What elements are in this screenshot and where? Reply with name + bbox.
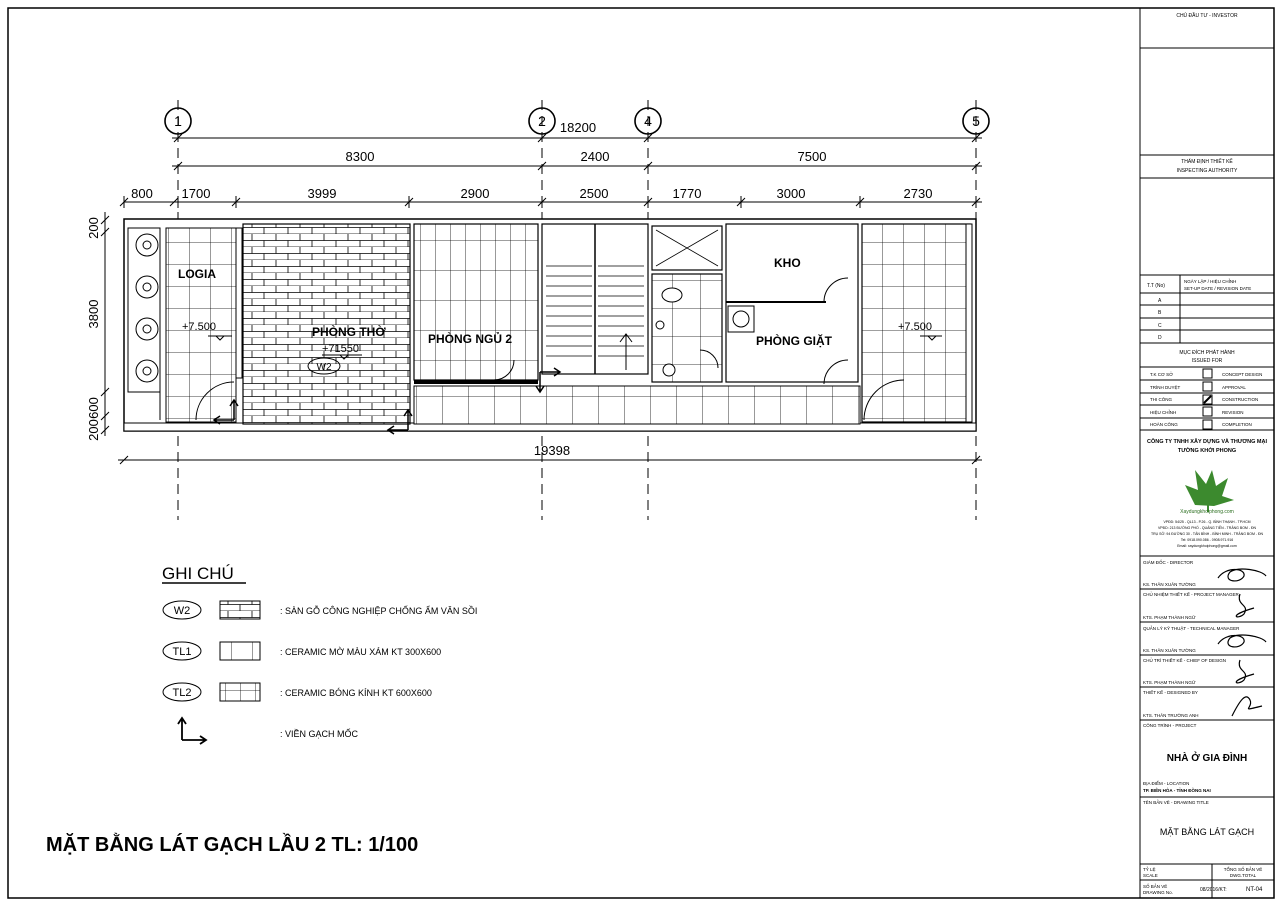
tb-role-1: GIÁM ĐỐC - DIRECTOR bbox=[1143, 560, 1194, 565]
phong-ngu-2-floor bbox=[414, 224, 538, 380]
tb-rev-d: D bbox=[1158, 335, 1162, 341]
tb-name-2: KTS. PHẠM THÀNH NGỮ bbox=[1143, 615, 1196, 620]
dim-sub-8: 2730 bbox=[903, 186, 933, 201]
tb-inspect-1: THẨM ĐỊNH THIẾT KẾ bbox=[1181, 159, 1233, 165]
grid-label-1: 1 bbox=[174, 113, 182, 129]
tb-purpose-1: MỤC ĐÍCH PHÁT HÀNH bbox=[1179, 350, 1235, 356]
tb-role-4: CHỦ TRÌ THIẾT KẾ - CHIEF OF DESIGN bbox=[1143, 658, 1227, 663]
tb-location-label: ĐỊA ĐIỂM - LOCATION bbox=[1143, 781, 1190, 786]
level-left: +7.500 bbox=[182, 321, 216, 333]
dim-sub-7: 3000 bbox=[776, 186, 806, 201]
tb-project-label: CÔNG TRÌNH - PROJECT bbox=[1143, 723, 1197, 728]
tb-company-2: TƯỜNG KHỞI PHONG bbox=[1177, 448, 1237, 454]
dim-sub-5: 2500 bbox=[579, 186, 609, 201]
tb-purpose-en-3: CONSTRUCTION bbox=[1222, 397, 1259, 402]
tb-rev-date-1: NGÀY LẬP / HIỆU CHỈNH bbox=[1184, 279, 1237, 284]
tb-dwg-code: 08/2016/KT: bbox=[1200, 887, 1227, 893]
tb-rev-no: T.T (No) bbox=[1147, 283, 1165, 289]
phong-tho-floor bbox=[243, 224, 410, 424]
tb-role-5: THIẾT KẾ - DESIGNED BY bbox=[1143, 690, 1198, 695]
dim-sub-3: 3999 bbox=[307, 186, 337, 201]
corridor-floor bbox=[414, 386, 860, 424]
dim-span-3: 7500 bbox=[797, 149, 827, 164]
tb-purpose-en-5: COMPLETION bbox=[1222, 422, 1252, 427]
tb-project: NHÀ Ở GIA ĐÌNH bbox=[1166, 753, 1248, 764]
tb-purpose-2: ISSUED FOR bbox=[1191, 358, 1223, 364]
dim-left-4: 200 bbox=[86, 419, 101, 441]
dim-sub-2: 1700 bbox=[181, 186, 211, 201]
drawing-title: MẶT BẰNG LÁT GẠCH LẦU 2 TL: 1/100 bbox=[46, 834, 419, 856]
grid-label-5: 5 bbox=[972, 113, 980, 129]
legend-border-arrow-icon bbox=[178, 718, 206, 744]
tb-drawing-label: TÊN BẢN VẼ - DRAWING TITLE bbox=[1143, 800, 1209, 805]
tb-rev-date-2: SET-UP DATE / REVISION DATE bbox=[1184, 286, 1252, 291]
legend-text-tl2: : CERAMIC BÓNG KÍNH KT 600X600 bbox=[280, 688, 432, 698]
tb-addr-5: Email: xaydungkhoiphong@gmail.com bbox=[1177, 544, 1237, 548]
room-label-phong-giat: PHÒNG GIẶT bbox=[756, 334, 833, 348]
tb-investor: CHỦ ĐẦU TƯ - INVESTOR bbox=[1176, 13, 1238, 19]
legend-title: GHI CHÚ bbox=[162, 564, 234, 583]
room-label-kho: KHO bbox=[774, 256, 801, 270]
dim-total: 18200 bbox=[559, 120, 597, 135]
dim-span-2: 2400 bbox=[580, 149, 610, 164]
floor-plan bbox=[124, 219, 976, 434]
dim-left-1: 200 bbox=[86, 217, 101, 239]
tb-addr-3: TRỤ SỞ: 94 ĐƯỜNG 30 - TÂN BÌNH - BÌNH MINH - TRẢNG BOM - ĐN bbox=[1150, 532, 1264, 536]
legend-swatch-tl1 bbox=[220, 642, 260, 660]
room-label-phong-ngu-2: PHÒNG NGỦ 2 bbox=[428, 332, 513, 346]
tb-company-1: CÔNG TY TNHH XÂY DỰNG VÀ THƯƠNG MẠI bbox=[1147, 439, 1267, 445]
dim-sub-1: 800 bbox=[131, 186, 153, 201]
tb-purpose-en-4: REVISION bbox=[1222, 410, 1244, 415]
tb-rev-a: A bbox=[1158, 298, 1162, 304]
tb-rev-c: C bbox=[1158, 323, 1162, 329]
legend-text-tl1: : CERAMIC MỜ MÀU XÁM KT 300X600 bbox=[280, 647, 442, 657]
legend-code-tl2: TL2 bbox=[172, 687, 192, 699]
legend-swatch-w2 bbox=[220, 601, 260, 619]
tb-purpose-en-1: CONCEPT DESIGN bbox=[1222, 372, 1263, 377]
tb-purpose-vn-1: T.K CƠ SỞ bbox=[1150, 372, 1173, 377]
grid-label-4: 4 bbox=[644, 113, 652, 129]
tb-dwg-no: NT-04 bbox=[1246, 887, 1263, 893]
dim-overall: 19398 bbox=[533, 443, 571, 458]
tb-name-4: KTS. PHẠM THÀNH NGỮ bbox=[1143, 680, 1196, 685]
floor-tag-w2: W2 bbox=[316, 362, 332, 373]
tb-scale-value-1: TỔNG SỐ BẢN VẼ bbox=[1223, 867, 1263, 872]
legend-code-w2: W2 bbox=[173, 605, 191, 617]
tb-scale-label-1: TỶ LỆ bbox=[1143, 867, 1156, 872]
dim-span-1: 8300 bbox=[345, 149, 375, 164]
legend-text-border: : VIỀN GẠCH MỐC bbox=[280, 729, 359, 739]
sheet-border bbox=[8, 8, 1274, 898]
tb-dwg-label-1: SỐ BẢN VẼ bbox=[1143, 884, 1168, 889]
tb-drawing-name: MẶT BẰNG LÁT GẠCH bbox=[1159, 827, 1255, 837]
tb-addr-4: Tel: 0918.090.086 - 0908.971.916 bbox=[1180, 538, 1234, 542]
tb-website: Xaydungkhoiphong.com bbox=[1180, 509, 1234, 515]
legend-code-tl1: TL1 bbox=[172, 646, 192, 658]
tb-name-5: KTS. THÂN TRƯỜNG ANH bbox=[1143, 713, 1199, 718]
room-label-phong-tho: PHÒNG THỜ bbox=[312, 325, 386, 339]
company-logo bbox=[1185, 470, 1234, 512]
legend-swatch-tl2 bbox=[220, 683, 260, 701]
tb-addr-2: VPĐD: 213 ĐƯỜNG PHỐ - QUẢNG TIẾN - TRẢNG BOM - ĐN bbox=[1157, 526, 1257, 530]
tb-purpose-vn-3: THI CÔNG bbox=[1150, 397, 1172, 402]
dim-left-3: 600 bbox=[86, 397, 101, 419]
tb-name-3: KS. THÂN XUÂN TƯỜNG bbox=[1143, 648, 1196, 653]
tb-dwg-label-2: DRAWING No. bbox=[1143, 890, 1173, 895]
dim-sub-6: 1770 bbox=[672, 186, 702, 201]
room-label-logia: LOGIA bbox=[178, 267, 216, 281]
tb-purpose-vn-4: HIỆU CHỈNH bbox=[1150, 410, 1177, 415]
dim-sub-4: 2900 bbox=[460, 186, 490, 201]
grid-label-2: 2 bbox=[538, 113, 546, 129]
tb-addr-1: VPĐD: 54/25 - QL13 - P.26 - Q. BÌNH THẠNH - TP.HCM bbox=[1163, 520, 1251, 524]
level-right: +7.500 bbox=[898, 321, 932, 333]
tb-scale-value-2: DWG.TOTAL bbox=[1229, 873, 1257, 878]
legend-text-w2: : SÀN GỖ CÔNG NGHIỆP CHỐNG ẨM VÂN SỒI bbox=[280, 606, 478, 616]
tb-inspect-2: INSPECTING AUTHORITY bbox=[1176, 168, 1238, 174]
tb-purpose-en-2: APPROVAL bbox=[1222, 385, 1246, 390]
tb-location: TP. BIÊN HÒA - TỈNH ĐỒNG NAI bbox=[1143, 788, 1211, 793]
tb-role-3: QUẢN LÝ KỸ THUẬT - TECHNICAL MANAGER bbox=[1143, 626, 1240, 631]
legend bbox=[162, 564, 477, 744]
level-middle: +71550 bbox=[322, 343, 360, 355]
dim-left-2: 3800 bbox=[86, 299, 101, 329]
tb-role-2: CHỦ NHIỆM THIẾT KẾ - PROJECT MANAGER bbox=[1143, 592, 1239, 597]
tb-scale-label-2: SCALE bbox=[1143, 873, 1158, 878]
tb-purpose-vn-5: HOÀN CÔNG bbox=[1150, 422, 1178, 427]
tb-name-1: KS. THÂN XUÂN TƯỜNG bbox=[1143, 582, 1196, 587]
tb-purpose-vn-2: TRÌNH DUYỆT bbox=[1150, 385, 1181, 390]
tb-rev-b: B bbox=[1158, 310, 1162, 316]
